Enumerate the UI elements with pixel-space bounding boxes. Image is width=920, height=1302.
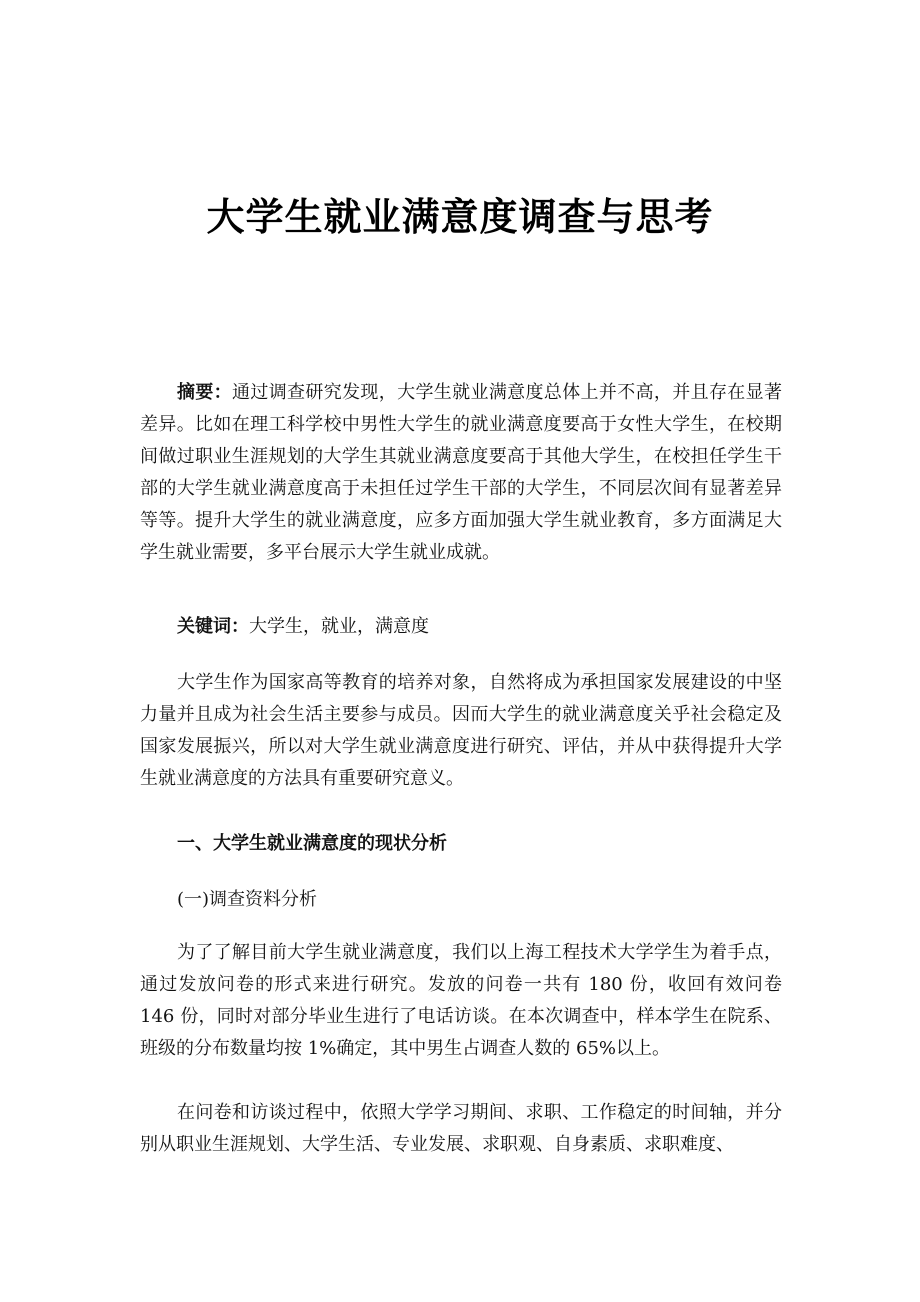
section-heading: 一、大学生就业满意度的现状分析 bbox=[177, 833, 447, 854]
keywords-text: 大学生，就业，满意度 bbox=[249, 616, 429, 637]
abstract-text: 通过调查研究发现，大学生就业满意度总体上并不高，并且存在显著差异。比如在理工科学校中男性大学生的就业满意度要高于女性大学生，在校期间做过职业生涯规划的大学生其就业满意度要高于其他大学生，在校担任学生干部的大学生就业满意度高于未担任过学生干部的大学生，不同层次间有显著差异等等。提升大学生的就业满意度，应多方面加强大学生就业教育，多方面满足大学生就业需要，多平台展示大学生就业成就。 bbox=[140, 382, 782, 563]
abstract-paragraph bbox=[140, 377, 782, 569]
process-paragraph: 在问卷和访谈过程中，依照大学学习期间、求职、工作稳定的时间轴，并分别从职业生涯规划、大学生活、专业发展、求职观、自身素质、求职难度、 bbox=[140, 1102, 782, 1155]
document-title: 大学生就业满意度调查与思考 bbox=[206, 194, 714, 239]
subsection-heading: (一)调查资料分析 bbox=[177, 889, 318, 910]
keywords-paragraph bbox=[140, 611, 782, 643]
keywords-label: 关键词： bbox=[177, 616, 249, 637]
survey-paragraph: 为了了解目前大学生就业满意度，我们以上海工程技术大学学生为着手点，通过发放问卷的形式来进行研究。发放的问卷一共有 180 份，收回有效问卷 146 份，同时对部分毕业生进行了电话访谈。在本次调查中，样本学生在院系、班级的分布数量均按 1%确定，其中男生占调查人数的 65%以上。 bbox=[140, 942, 782, 1059]
intro-paragraph: 大学生作为国家高等教育的培养对象，自然将成为承担国家发展建设的中坚力量并且成为社会生活主要参与成员。因而大学生的就业满意度关乎社会稳定及国家发展振兴，所以对大学生就业满意度进行研究、评估，并从中获得提升大学生就业满意度的方法具有重要研究意义。 bbox=[140, 672, 782, 789]
abstract-label: 摘要： bbox=[177, 382, 233, 403]
